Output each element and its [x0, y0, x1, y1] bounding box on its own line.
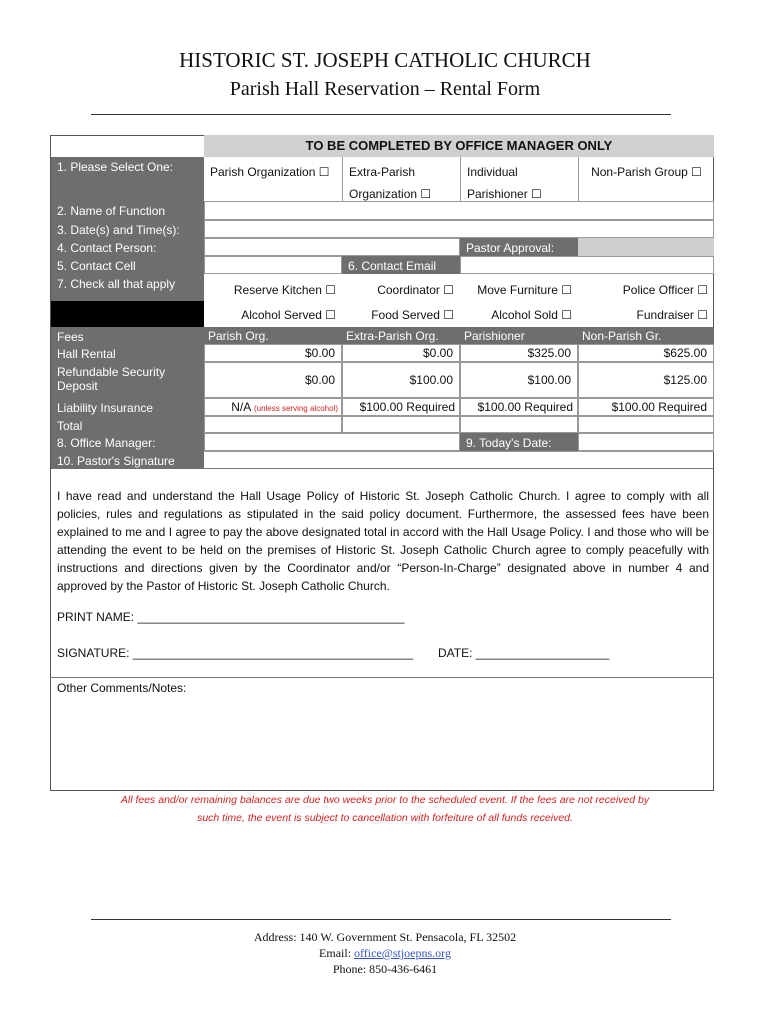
agreement-paragraph: I have read and understand the Hall Usage Policy of Historic St. Joseph Catholic Church. I agree to comply with all policies, rules and regulations as stipulated in the said policy document. Furthermore, the assessed fees have been explained to me and I agree to pay the above designated total in accord with the Hall Usage Policy. I and those who will be attending the event to be held on the premises of Historic St. Joseph Catholic Church agree to comply peacefully with instructions and directions given by the Coordinator and/or “Person-In-Charge” designated above in number 4 and approved by the Pastor of Historic St. Joseph Catholic Church.: [57, 489, 709, 593]
total-parishioner[interactable]: [460, 416, 578, 433]
signature-line[interactable]: SIGNATURE: __________________________________________: [57, 646, 414, 660]
office-manager-label: 8. Office Manager:: [51, 433, 204, 451]
individual-parishioner-option[interactable]: Individual Parishioner ☐: [460, 157, 578, 201]
reserve-kitchen-checkbox[interactable]: Reserve Kitchen ☐: [233, 283, 336, 297]
comments-label: Other Comments/Notes:: [57, 681, 187, 695]
document-title: HISTORIC ST. JOSEPH CATHOLIC CHURCH: [179, 48, 591, 72]
contact-person-field[interactable]: [204, 238, 460, 256]
blank-black-cell: [51, 301, 204, 327]
hall-rental-parishioner: $325.00: [460, 344, 578, 362]
liability-parishioner: $100.00 Required: [460, 398, 578, 416]
alcohol-served-checkbox[interactable]: Alcohol Served ☐: [241, 308, 336, 322]
liability-non-parish: $100.00 Required: [578, 398, 714, 416]
dates-times-field[interactable]: [204, 220, 714, 238]
comments-divider: [50, 677, 714, 678]
contact-email-label: 6. Contact Email: [342, 256, 460, 274]
liability-extra: $100.00 Required: [342, 398, 460, 416]
alcohol-sold-checkbox[interactable]: Alcohol Sold ☐: [491, 308, 572, 322]
pastor-signature-label: 10. Pastor's Signature: [51, 451, 204, 469]
total-label: Total: [51, 416, 204, 433]
deposit-extra: $100.00: [342, 362, 460, 398]
security-deposit-label: Refundable Security Deposit: [51, 362, 204, 398]
select-one-label: 1. Please Select One:: [51, 157, 204, 201]
hall-rental-label: Hall Rental: [51, 344, 204, 362]
header-divider: [91, 114, 671, 115]
total-non-parish[interactable]: [578, 416, 714, 433]
pastor-approval-label: Pastor Approval:: [460, 238, 578, 256]
hall-rental-parish: $0.00: [204, 344, 342, 362]
non-parish-group-option[interactable]: Non-Parish Group ☐: [578, 157, 714, 201]
todays-date-field[interactable]: [578, 433, 714, 451]
contact-cell-field[interactable]: [204, 256, 342, 274]
phone-line: Phone: 850-436-6461: [332, 962, 438, 976]
check-all-label: 7. Check all that apply: [51, 274, 204, 301]
office-manager-field[interactable]: [204, 433, 460, 451]
contact-email-field[interactable]: [460, 256, 714, 274]
fundraiser-checkbox[interactable]: Fundraiser ☐: [636, 308, 708, 322]
liability-parish: N/A (unless serving alcohol): [204, 398, 342, 416]
payment-notice: All fees and/or remaining balances are due two weeks prior to the scheduled event. If the fees are not received by such time, the event is subject to cancellation with forfeiture of all funds received.: [120, 794, 650, 824]
function-name-label: 2. Name of Function: [51, 201, 204, 220]
pastor-signature-field[interactable]: [204, 451, 714, 469]
food-served-checkbox[interactable]: Food Served ☐: [371, 308, 454, 322]
deposit-non-parish: $125.00: [578, 362, 714, 398]
pastor-approval-field[interactable]: [578, 238, 714, 256]
total-parish[interactable]: [204, 416, 342, 433]
date-line[interactable]: DATE: ____________________: [438, 646, 610, 660]
document-subtitle: Parish Hall Reservation – Rental Form: [229, 78, 541, 100]
police-officer-checkbox[interactable]: Police Officer ☐: [622, 283, 708, 297]
fees-col-non-parish: Non-Parish Gr.: [578, 327, 714, 344]
footer-divider: [91, 919, 671, 920]
fees-col-parishioner: Parishioner: [460, 327, 578, 344]
total-extra[interactable]: [342, 416, 460, 433]
liability-insurance-label: Liability Insurance: [51, 398, 204, 416]
move-furniture-checkbox[interactable]: Move Furniture ☐: [477, 283, 572, 297]
hall-rental-non-parish: $625.00: [578, 344, 714, 362]
email-link[interactable]: office@stjoepns.org: [354, 946, 451, 960]
footer-contact: [0, 929, 770, 977]
parish-organization-option[interactable]: Parish Organization ☐: [210, 165, 330, 179]
function-name-field[interactable]: [204, 201, 714, 220]
contact-cell-label: 5. Contact Cell: [51, 256, 204, 274]
contact-person-label: 4. Contact Person:: [51, 238, 204, 256]
fees-col-parish-org: Parish Org.: [204, 327, 342, 344]
comments-area[interactable]: [56, 698, 708, 786]
deposit-parish: $0.00: [204, 362, 342, 398]
dates-times-label: 3. Date(s) and Time(s):: [51, 220, 204, 238]
coordinator-checkbox[interactable]: Coordinator ☐: [377, 283, 454, 297]
hall-rental-extra: $0.00: [342, 344, 460, 362]
deposit-parishioner: $100.00: [460, 362, 578, 398]
office-manager-header: TO BE COMPLETED BY OFFICE MANAGER ONLY: [204, 135, 714, 157]
todays-date-label: 9. Today's Date:: [460, 433, 578, 451]
email-line: Email: office@stjoepns.org: [319, 946, 451, 960]
print-name-line[interactable]: PRINT NAME: ________________________________________: [57, 610, 405, 624]
address-line: Address: 140 W. Government St. Pensacola, FL 32502: [253, 930, 517, 944]
fees-label: Fees: [51, 327, 204, 344]
fees-col-extra-parish: Extra-Parish Org.: [342, 327, 460, 344]
extra-parish-option[interactable]: Extra-Parish Organization ☐: [342, 157, 460, 201]
